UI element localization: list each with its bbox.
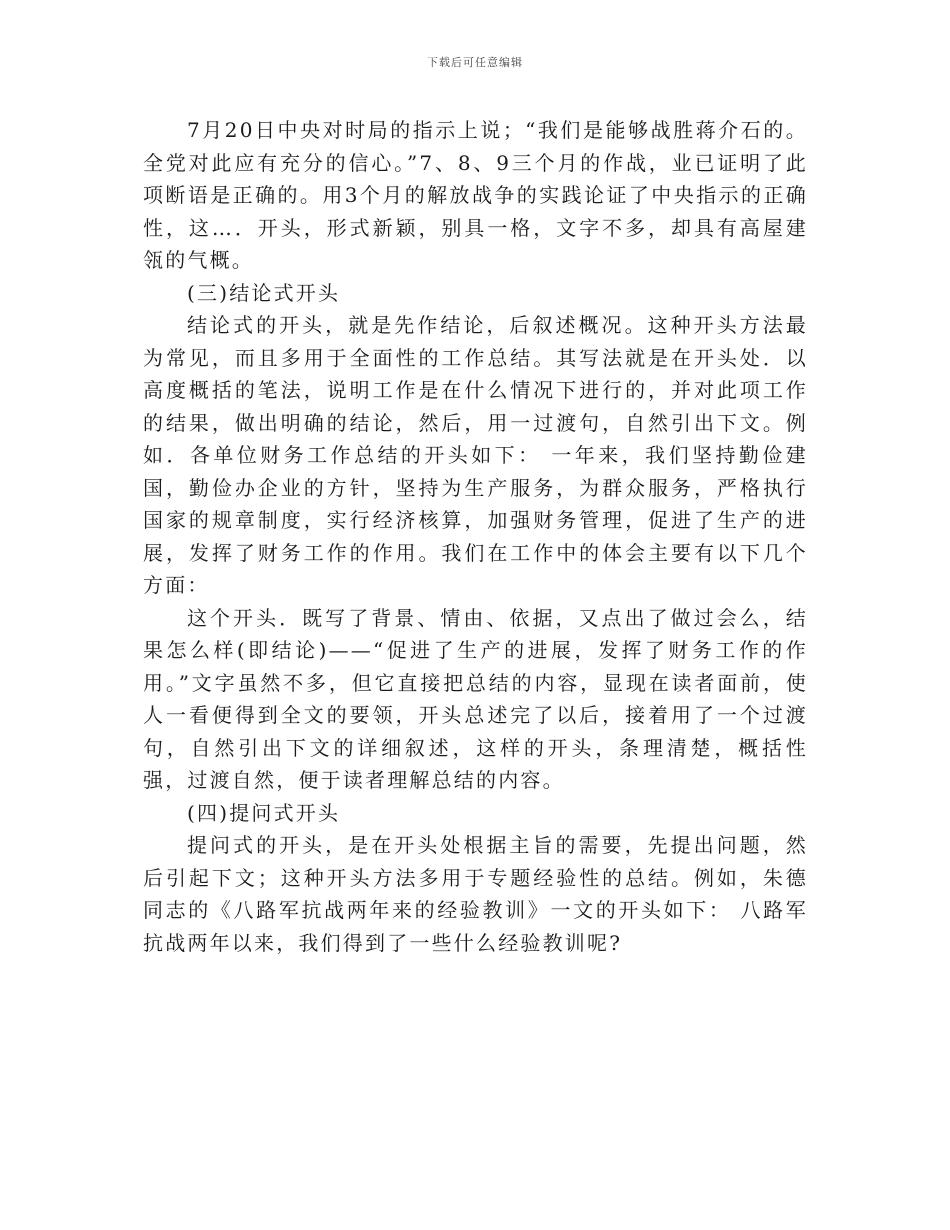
document-body <box>143 114 808 959</box>
paragraph-directive-quote: 7月20日中央对时局的指示上说；“我们是能够战胜蒋介石的。全党对此应有充分的信心。”7、8、9三个月的作战，业已证明了此项断语是正确的。用3个月的解放战争的实践论证了中央指示的正确性，这…．开头，形式新颖，别具一格，文字不多，却具有高屋建瓴的气概。 <box>143 118 808 272</box>
paragraph-question-opening: 提问式的开头，是在开头处根据主旨的需要，先提出问题，然后引起下文；这种开头方法多用于专题经验性的总结。例如，朱德同志的《八路军抗战两年来的经验教训》一文的开头如下： 八路军抗战两年以来，我们得到了一些什么经验教训呢? <box>143 833 808 955</box>
section-heading-conclusion-opening: (三)结论式开头 <box>187 280 341 305</box>
section-heading-question-opening: (四)提问式开头 <box>187 800 341 825</box>
paragraph-conclusion-analysis: 这个开头．既写了背景、情由、依据，又点出了做过会么，结果怎么样(即结论)——“促进了生产的进展，发挥了财务工作的作用。”文字虽然不多，但它直接把总结的内容，显现在读者面前，使人一看便得到全文的要领，开头总述完了以后，接着用了一个过渡句，自然引出下文的详细叙述，这样的开头，条理清楚，概括性强，过渡自然，便于读者理解总结的内容。 <box>143 605 808 792</box>
page-header: 下载后可任意编辑 <box>427 56 523 69</box>
paragraph-conclusion-opening: 结论式的开头，就是先作结论，后叙述概况。这种开头方法最为常见，而且多用于全面性的工作总结。其写法就是在开头处．以高度概括的笔法，说明工作是在什么情况下进行的，并对此项工作的结果，做出明确的结论，然后，用一过渡句，自然引出下文。例如．各单位财务工作总结的开头如下： 一年来，我们坚持勤俭建国，勤俭办企业的方针，坚持为生产服务，为群众服务，严格执行国家的规章制度，实行经济核算，加强财务管理，促进了生产的进展，发挥了财务工作的作用。我们在工作中的体会主要有以下几个方面： <box>143 313 808 597</box>
